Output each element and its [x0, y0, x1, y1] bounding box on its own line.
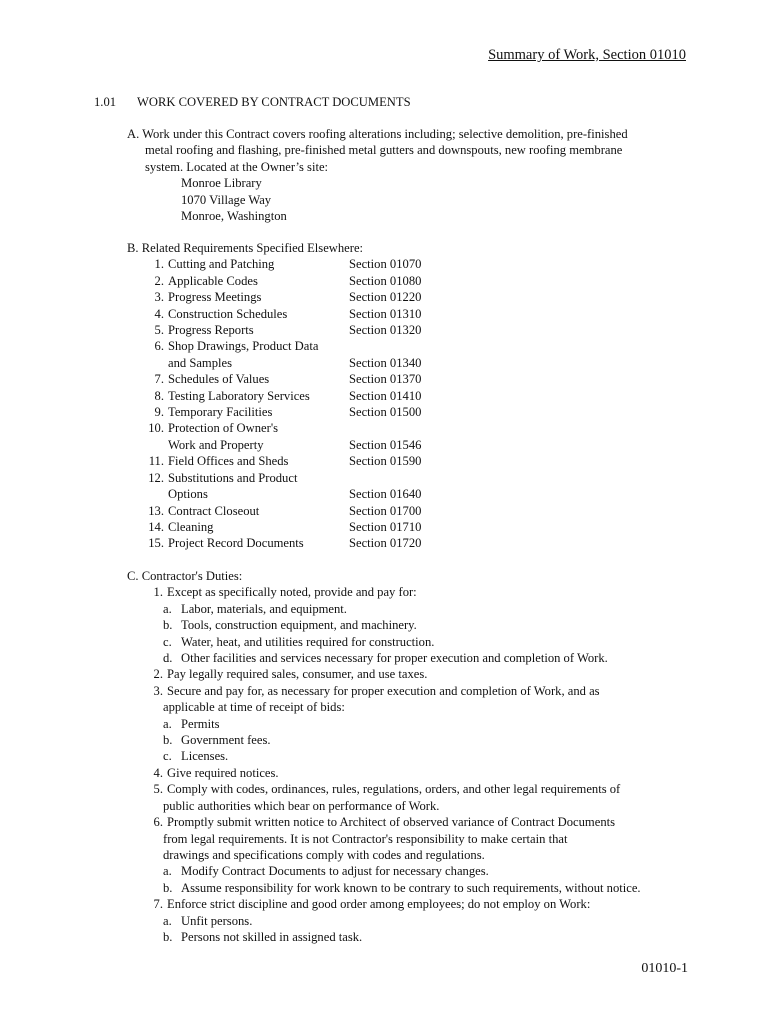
duty-subitem-text: Permits [181, 716, 220, 731]
requirement-title: Contract Closeout [168, 503, 260, 518]
duty-number: 7. [153, 897, 163, 912]
requirement-title: Testing Laboratory Services [168, 388, 310, 403]
requirement-row [127, 388, 421, 404]
duty-text: Comply with codes, ordinances, rules, regulations, orders, and other legal requirements of [167, 782, 621, 797]
section-number: 1.01 [94, 95, 117, 109]
duty-item [127, 683, 707, 699]
duty-item [127, 896, 707, 912]
duty-subitem-text: Other facilities and services necessary for proper execution and completion of Work. [181, 651, 608, 666]
duty-subitem [127, 880, 707, 896]
duty-subitem [127, 929, 707, 945]
duty-subitem [127, 732, 707, 748]
requirement-row [127, 306, 421, 322]
duty-subitem-letter: c. [163, 749, 172, 764]
requirement-row [127, 486, 421, 502]
duty-item [127, 666, 707, 682]
requirement-row [127, 470, 421, 486]
requirement-title: Protection of Owner's [168, 421, 278, 436]
duty-text-continued: from legal requirements. It is not Contractor's responsibility to make certain that [163, 831, 568, 846]
requirement-number: 1. [154, 257, 164, 272]
duty-item [127, 781, 707, 797]
requirement-title: Schedules of Values [168, 372, 270, 387]
requirement-title: and Samples [168, 355, 233, 370]
address-line: Monroe Library [181, 176, 262, 191]
requirement-title: Project Record Documents [168, 536, 304, 551]
part-a-line: metal roofing and flashing, pre-finished metal gutters and downspouts, new roofing membrane [145, 143, 623, 158]
duty-subitem-text: Modify Contract Documents to adjust for necessary changes. [181, 864, 489, 879]
requirement-title: Cutting and Patching [168, 257, 275, 272]
requirement-number: 11. [148, 454, 164, 469]
requirement-section: Section 01720 [349, 536, 422, 551]
requirement-section [349, 420, 421, 436]
duty-subitem [127, 913, 707, 929]
requirement-section [349, 470, 421, 486]
requirement-section: Section 01710 [349, 519, 422, 534]
part-a-line: A. Work under this Contract covers roofing alterations including; selective demolition, pre-finished [127, 127, 628, 141]
duty-text-continued: applicable at time of receipt of bids: [163, 700, 345, 715]
duty-text-continued: public authorities which bear on performance of Work. [163, 798, 440, 813]
requirement-section: Section 01546 [349, 437, 422, 452]
requirement-number: 8. [154, 388, 164, 403]
requirement-row [127, 355, 421, 371]
requirement-title: Options [168, 487, 208, 502]
requirement-number: 14. [148, 519, 164, 534]
requirement-number: 5. [154, 323, 164, 338]
duty-subitem [127, 716, 707, 732]
duty-subitem-text: Persons not skilled in assigned task. [181, 929, 363, 944]
duty-subitem-letter: a. [163, 601, 172, 616]
duty-text: Except as specifically noted, provide and pay for: [167, 585, 417, 600]
requirement-number: 13. [148, 503, 164, 518]
requirement-number [127, 486, 168, 502]
requirement-row [127, 338, 421, 354]
requirement-number [127, 355, 168, 371]
requirement-number [127, 437, 168, 453]
requirement-number: 4. [154, 306, 164, 321]
requirement-row [127, 256, 421, 272]
duty-text-continued: drawings and specifications comply with codes and regulations. [163, 847, 485, 862]
requirement-title: Field Offices and Sheds [168, 454, 289, 469]
requirement-row [127, 420, 421, 436]
duty-subitem-text: Assume responsibility for work known to be contrary to such requirements, without notice. [181, 880, 641, 895]
duty-subitem-letter: a. [163, 913, 172, 928]
requirement-section: Section 01410 [349, 388, 422, 403]
part-b-heading: B. Related Requirements Specified Elsewhere: [127, 241, 364, 255]
duty-subitem [127, 748, 707, 764]
duty-number: 6. [153, 815, 163, 830]
duty-subitem-text: Government fees. [181, 733, 271, 748]
section-title: WORK COVERED BY CONTRACT DOCUMENTS [137, 95, 411, 109]
requirement-number: 3. [154, 290, 164, 305]
requirement-section: Section 01320 [349, 323, 422, 338]
duty-subitem-letter: a. [163, 716, 172, 731]
requirement-row [127, 535, 421, 551]
requirement-title: Substitutions and Product [168, 470, 298, 485]
duty-subitem-letter: b. [163, 929, 173, 944]
part-c-contractor-duties [127, 568, 707, 945]
duty-text: Secure and pay for, as necessary for proper execution and completion of Work, and as [167, 683, 600, 698]
duty-item [127, 765, 707, 781]
duty-subitem-letter: a. [163, 864, 172, 879]
requirement-number: 2. [154, 273, 164, 288]
requirement-section: Section 01080 [349, 273, 422, 288]
requirement-section: Section 01340 [349, 355, 422, 370]
requirement-row [127, 322, 421, 338]
requirement-section: Section 01310 [349, 306, 422, 321]
requirement-title: Cleaning [168, 519, 214, 534]
duty-subitem [127, 601, 707, 617]
requirement-title: Applicable Codes [168, 273, 258, 288]
requirements-list [127, 256, 421, 551]
duty-number: 2. [153, 667, 163, 682]
part-c-heading: C. Contractor's Duties: [127, 569, 243, 583]
duty-text: Enforce strict discipline and good order among employees; do not employ on Work: [167, 897, 591, 912]
duty-subitem-text: Licenses. [181, 749, 229, 764]
duty-subitem-letter: b. [163, 733, 173, 748]
page-header: Summary of Work, Section 01010 [488, 47, 686, 63]
requirement-section: Section 01070 [349, 257, 422, 272]
address-line: Monroe, Washington [181, 209, 287, 224]
duty-number: 1. [153, 585, 163, 600]
duties-list [127, 584, 707, 945]
duty-subitem-letter: c. [163, 634, 172, 649]
requirement-section: Section 01700 [349, 503, 422, 518]
requirement-row [127, 503, 421, 519]
requirement-row [127, 437, 421, 453]
requirement-number: 12. [148, 470, 164, 485]
requirement-title: Progress Meetings [168, 290, 262, 305]
requirement-number: 10. [148, 421, 164, 436]
duty-subitem [127, 634, 707, 650]
duty-item [127, 584, 707, 600]
duty-text: Pay legally required sales, consumer, and use taxes. [167, 667, 428, 682]
duty-number: 3. [153, 683, 163, 698]
requirement-number: 15. [148, 536, 164, 551]
duty-item [127, 814, 707, 830]
part-a-line: system. Located at the Owner’s site: [145, 159, 329, 174]
duty-subitem-text: Labor, materials, and equipment. [181, 601, 347, 616]
duty-subitem-letter: b. [163, 618, 173, 633]
duty-subitem-letter: d. [163, 651, 173, 666]
duty-number: 4. [153, 765, 163, 780]
requirement-number: 7. [154, 372, 164, 387]
requirement-section: Section 01500 [349, 405, 422, 420]
duty-text: Give required notices. [167, 765, 279, 780]
duty-number: 5. [153, 782, 163, 797]
duty-subitem-text: Unfit persons. [181, 913, 253, 928]
requirement-row [127, 453, 421, 469]
requirement-title: Construction Schedules [168, 306, 288, 321]
requirement-section: Section 01640 [349, 487, 422, 502]
requirement-row [127, 289, 421, 305]
requirement-title: Temporary Facilities [168, 405, 273, 420]
duty-subitem [127, 863, 707, 879]
part-b-related-requirements [127, 240, 421, 552]
requirement-title: Shop Drawings, Product Data [168, 339, 319, 354]
requirement-section: Section 01590 [349, 454, 422, 469]
requirement-row [127, 273, 421, 289]
duty-text: Promptly submit written notice to Architect of observed variance of Contract Documents [167, 815, 616, 830]
requirement-row [127, 371, 421, 387]
duty-subitem-text: Water, heat, and utilities required for construction. [181, 634, 435, 649]
requirement-section: Section 01370 [349, 372, 422, 387]
page-number: 01010-1 [641, 961, 688, 976]
requirement-number: 9. [154, 405, 164, 420]
requirement-title: Progress Reports [168, 323, 254, 338]
duty-subitem [127, 650, 707, 666]
requirement-number: 6. [154, 339, 164, 354]
requirement-section [349, 338, 421, 354]
duty-subitem [127, 617, 707, 633]
requirement-title: Work and Property [168, 437, 264, 452]
requirement-row [127, 404, 421, 420]
requirement-section: Section 01220 [349, 290, 422, 305]
requirement-row [127, 519, 421, 535]
part-a-work-description [127, 126, 727, 224]
duty-subitem-letter: b. [163, 880, 173, 895]
duty-subitem-text: Tools, construction equipment, and machinery. [181, 618, 417, 633]
address-line: 1070 Village Way [181, 192, 272, 207]
